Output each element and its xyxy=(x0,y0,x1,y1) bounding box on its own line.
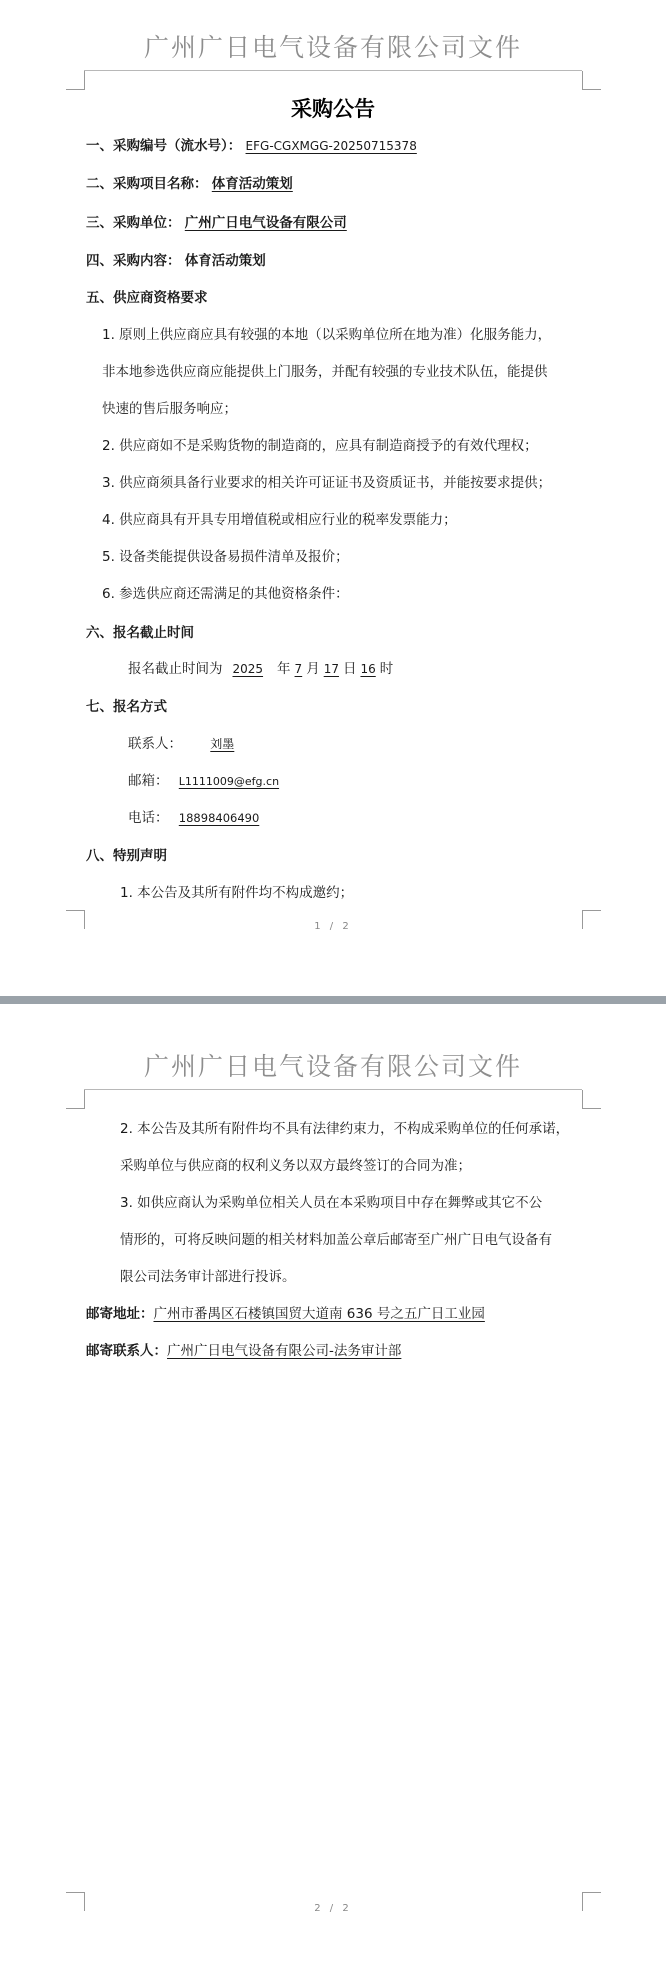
contact-phone-value: 18898406490 xyxy=(178,811,260,825)
procurement-unit-value: 广州广日电气设备有限公司 xyxy=(184,215,347,231)
document-header: 广州广日电气设备有限公司文件 xyxy=(143,1052,522,1081)
project-name-label: 二、采购项目名称： xyxy=(86,176,208,192)
contact-person-label: 联系人： xyxy=(128,736,182,752)
page-separator xyxy=(0,960,666,1010)
deadline-day-unit: 日 xyxy=(342,661,357,677)
qualification-item: 3. 供应商须具备行业要求的相关许可证证书及资质证书，并能按要求提供； xyxy=(102,475,552,491)
deadline-hour-unit: 时 xyxy=(379,661,394,677)
header-rule xyxy=(84,70,582,71)
mail-contact-label: 邮寄联系人： xyxy=(86,1343,167,1359)
contact-person-value: 刘墨 xyxy=(210,737,235,751)
project-name-row xyxy=(86,174,293,194)
qualification-item: 快速的售后服务响应； xyxy=(102,401,237,417)
qualification-item: 4. 供应商具有开具专用增值税或相应行业的税率发票能力； xyxy=(102,512,457,528)
procurement-number-label: 一、采购编号（流水号）： xyxy=(86,138,242,154)
section-declaration-heading: 八、特别声明 xyxy=(86,848,167,864)
declaration-item: 2. 本公告及其所有附件均不具有法律约束力，不构成采购单位的任何承诺， xyxy=(120,1121,570,1137)
contact-email-value: L1111009@efg.cn xyxy=(178,775,280,788)
deadline-year: 2025 xyxy=(232,662,264,676)
qualification-item: 5. 设备类能提供设备易损件清单及报价； xyxy=(102,549,349,565)
page-number: 2 / 2 xyxy=(314,1903,352,1914)
declaration-item: 情形的，可将反映问题的相关材料加盖公章后邮寄至广州广日电气设备有 xyxy=(120,1232,552,1248)
mail-contact-row xyxy=(86,1341,401,1361)
mail-contact-value: 广州广日电气设备有限公司-法务审计部 xyxy=(167,1343,402,1359)
procurement-unit-label: 三、采购单位： xyxy=(86,215,181,231)
deadline-month-unit: 月 xyxy=(306,661,320,677)
mail-address-value: 广州市番禺区石楼镇国贸大道南 636 号之五广日工业园 xyxy=(153,1306,485,1322)
contact-phone-row xyxy=(128,808,299,828)
contact-phone-label: 电话： xyxy=(128,810,169,826)
deadline-day: 17 xyxy=(323,662,339,676)
declaration-item: 采购单位与供应商的权利义务以双方最终签订的合同为准； xyxy=(120,1158,471,1174)
crop-mark-top-right xyxy=(582,71,601,90)
contact-email-label: 邮箱： xyxy=(128,773,169,789)
mail-address-row xyxy=(86,1304,485,1324)
contact-email-row xyxy=(128,771,291,792)
deadline-hour: 16 xyxy=(360,662,376,676)
procurement-content-value: 体育活动策划 xyxy=(184,253,266,269)
deadline-year-unit: 年 xyxy=(277,661,291,677)
procurement-content-label: 四、采购内容： xyxy=(86,253,181,269)
declaration-item: 限公司法务审计部进行投诉。 xyxy=(120,1269,296,1285)
deadline-row xyxy=(128,659,393,679)
contact-person-row xyxy=(128,734,258,754)
header-rule xyxy=(84,1089,582,1090)
section-deadline-heading: 六、报名截止时间 xyxy=(86,625,194,641)
qualification-item: 6. 参选供应商还需满足的其他资格条件： xyxy=(102,586,349,602)
procurement-unit-row xyxy=(86,213,347,233)
project-name-value: 体育活动策划 xyxy=(211,176,293,192)
section-registration-heading: 七、报名方式 xyxy=(86,699,167,715)
document-header: 广州广日电气设备有限公司文件 xyxy=(143,33,522,62)
document-page-2 xyxy=(0,1010,666,1965)
document-title: 采购公告 xyxy=(291,97,375,121)
qualification-item: 2. 供应商如不是采购货物的制造商的，应具有制造商授予的有效代理权； xyxy=(102,438,538,454)
crop-mark-top-left xyxy=(66,1090,85,1109)
document-page-1 xyxy=(0,0,666,960)
deadline-prefix: 报名截止时间为 xyxy=(128,661,223,677)
crop-mark-top-right xyxy=(582,1090,601,1109)
section-qualifications-heading: 五、供应商资格要求 xyxy=(86,290,208,306)
crop-mark-top-left xyxy=(66,71,85,90)
procurement-number-row xyxy=(86,136,417,156)
qualification-item: 1. 原则上供应商应具有较强的本地（以采购单位所在地为准）化服务能力， xyxy=(102,327,552,343)
deadline-month: 7 xyxy=(294,662,303,676)
qualification-item: 非本地参选供应商应能提供上门服务，并配有较强的专业技术队伍，能提供 xyxy=(102,364,548,380)
procurement-content-row xyxy=(86,251,266,271)
declaration-item: 1. 本公告及其所有附件均不构成邀约； xyxy=(120,885,354,901)
mail-address-label: 邮寄地址： xyxy=(86,1306,154,1322)
procurement-number-value: EFG-CGXMGG-20250715378 xyxy=(245,139,417,153)
declaration-item: 3. 如供应商认为采购单位相关人员在本采购项目中存在舞弊或其它不公 xyxy=(120,1195,543,1211)
page-number: 1 / 2 xyxy=(314,921,352,932)
